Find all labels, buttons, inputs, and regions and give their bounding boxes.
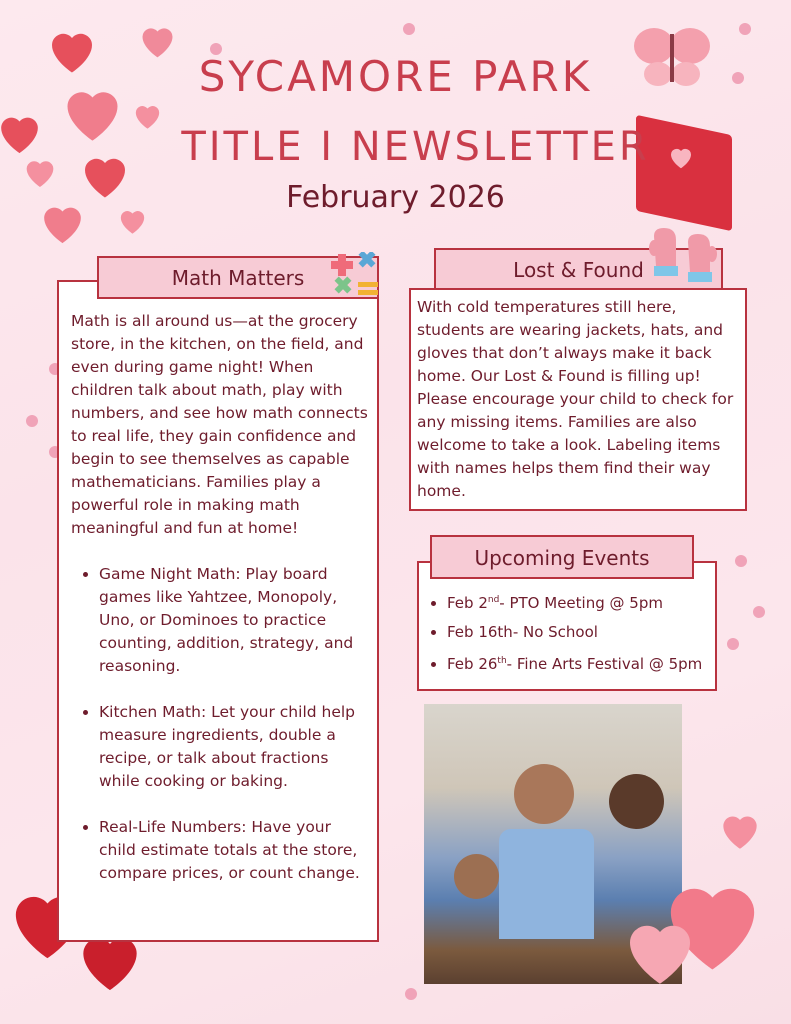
lost-and-found-heading: Lost & Found: [434, 248, 723, 290]
upcoming-events-section: [417, 561, 717, 691]
student-figure: [514, 764, 574, 824]
mittens-icon: [648, 226, 724, 284]
lost-and-found-section: [409, 288, 747, 511]
student-figure: [454, 854, 499, 899]
math-symbols-icon: [330, 252, 380, 298]
school-name-title: SYCAMORE PARK: [198, 52, 593, 101]
lost-and-found-text: With cold temperatures still here, students are wearing jackets, hats, and gloves that don’t always make it back home. Our Lost & Found is filling up! Please encourage your child to check for any missing items. Families are also welcome to take a look. Labeling items with names helps them find their way home.: [417, 298, 734, 500]
upcoming-events-heading: Upcoming Events: [430, 535, 694, 579]
event-item: • Feb 2nd- PTO Meeting @ 5pm: [447, 589, 715, 615]
math-tip-item: • Game Night Math: Play board games like Yahtzee, Monopoly, Uno, or Dominoes to practice counting, addition, strategy, and reasoning.: [99, 563, 369, 678]
math-tip-item: • Kitchen Math: Let your child help measure ingredients, double a recipe, or talk about fractions while cooking or baking.: [99, 701, 369, 793]
event-item: • Feb 26th- Fine Arts Festival @ 5pm: [447, 650, 715, 676]
math-matters-section: [57, 280, 379, 942]
newsletter-title: TITLE I NEWSLETTER: [181, 124, 650, 170]
event-item: • Feb 16th- No School: [447, 621, 715, 644]
math-intro-text: Math is all around us—at the grocery store, in the kitchen, on the field, and even during game night! When children talk about math, play with numbers, and see how math connects to real life, they gain confidence and begin to see themselves as capable mathematicians. Families play a powerful role in making math meaningful and fun at home!: [71, 312, 368, 537]
student-jersey: [499, 829, 594, 939]
math-matters-heading: Math Matters: [97, 256, 379, 299]
math-tip-item: • Real-Life Numbers: Have your child estimate totals at the store, compare prices, or count change.: [99, 816, 369, 885]
student-figure: [609, 774, 664, 829]
heart-icon: [615, 905, 705, 995]
heart-icon: [715, 805, 765, 855]
newsletter-date: February 2026: [286, 180, 505, 215]
